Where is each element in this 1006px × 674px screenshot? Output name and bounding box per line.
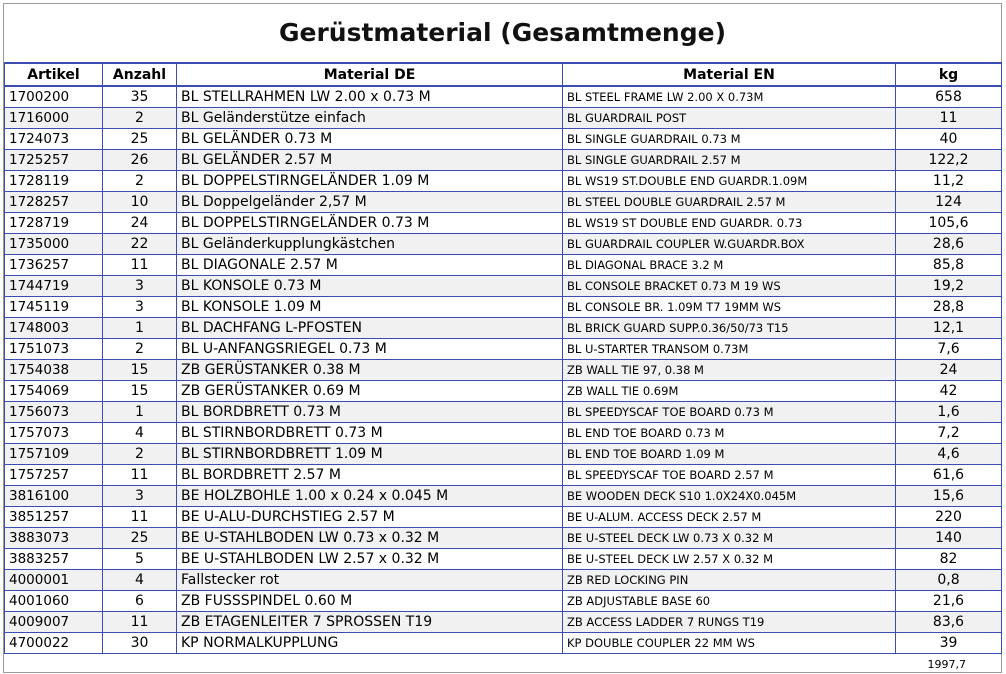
cell-kg: 220: [896, 507, 1002, 528]
material-table: [4, 62, 1002, 654]
cell-anzahl: 4: [103, 423, 177, 444]
cell-artikel: 4000001: [5, 570, 103, 591]
cell-artikel: 1728719: [5, 213, 103, 234]
cell-material-en: BE U-STEEL DECK LW 2.57 X 0.32 M: [563, 549, 896, 570]
cell-material-en: BL GUARDRAIL COUPLER W.GUARDR.BOX: [563, 234, 896, 255]
cell-anzahl: 5: [103, 549, 177, 570]
cell-material-en: BL END TOE BOARD 1.09 M: [563, 444, 896, 465]
cell-anzahl: 3: [103, 297, 177, 318]
cell-kg: 124: [896, 192, 1002, 213]
cell-material-de: BE U-STAHLBODEN LW 2.57 x 0.32 M: [177, 549, 563, 570]
cell-material-en: ZB WALL TIE 97, 0.38 M: [563, 360, 896, 381]
cell-material-en: BL WS19 ST.DOUBLE END GUARDR.1.09M: [563, 171, 896, 192]
cell-anzahl: 3: [103, 486, 177, 507]
cell-artikel: 1748003: [5, 318, 103, 339]
cell-kg: 105,6: [896, 213, 1002, 234]
cell-anzahl: 25: [103, 528, 177, 549]
cell-artikel: 4001060: [5, 591, 103, 612]
cell-material-en: BL BRICK GUARD SUPP.0.36/50/73 T15: [563, 318, 896, 339]
cell-anzahl: 30: [103, 633, 177, 654]
table-row: [5, 612, 1002, 633]
cell-artikel: 3851257: [5, 507, 103, 528]
cell-anzahl: 10: [103, 192, 177, 213]
cell-kg: 1,6: [896, 402, 1002, 423]
cell-material-de: BL STIRNBORDBRETT 0.73 M: [177, 423, 563, 444]
cell-material-en: BE U-STEEL DECK LW 0.73 X 0.32 M: [563, 528, 896, 549]
table-row: [5, 570, 1002, 591]
cell-material-de: BL BORDBRETT 0.73 M: [177, 402, 563, 423]
table-row: [5, 633, 1002, 654]
cell-material-en: BL GUARDRAIL POST: [563, 108, 896, 129]
table-row: [5, 423, 1002, 444]
table-row: [5, 129, 1002, 150]
cell-artikel: 1700200: [5, 86, 103, 108]
cell-artikel: 1736257: [5, 255, 103, 276]
cell-material-de: BL GELÄNDER 2.57 M: [177, 150, 563, 171]
table-row: [5, 276, 1002, 297]
cell-anzahl: 26: [103, 150, 177, 171]
cell-material-en: BL U-STARTER TRANSOM 0.73M: [563, 339, 896, 360]
cell-kg: 39: [896, 633, 1002, 654]
cell-material-de: BL DOPPELSTIRNGELÄNDER 0.73 M: [177, 213, 563, 234]
cell-kg: 85,8: [896, 255, 1002, 276]
cell-kg: 12,1: [896, 318, 1002, 339]
cell-kg: 122,2: [896, 150, 1002, 171]
cell-material-en: BL DIAGONAL BRACE 3.2 M: [563, 255, 896, 276]
cell-material-de: BL Geländerstütze einfach: [177, 108, 563, 129]
cell-material-de: BL U-ANFANGSRIEGEL 0.73 M: [177, 339, 563, 360]
cell-material-de: ZB FUSSSPINDEL 0.60 M: [177, 591, 563, 612]
cell-artikel: 1756073: [5, 402, 103, 423]
cell-material-en: ZB WALL TIE 0.69M: [563, 381, 896, 402]
cell-artikel: 1754038: [5, 360, 103, 381]
cell-kg: 40: [896, 129, 1002, 150]
table-row: [5, 381, 1002, 402]
cell-material-en: BE U-ALUM. ACCESS DECK 2.57 M: [563, 507, 896, 528]
cell-material-de: BE U-ALU-DURCHSTIEG 2.57 M: [177, 507, 563, 528]
cell-artikel: 1744719: [5, 276, 103, 297]
cell-material-en: BL SPEEDYSCAF TOE BOARD 2.57 M: [563, 465, 896, 486]
column-header-material-de: Material DE: [177, 63, 563, 86]
cell-material-de: BL Doppelgeländer 2,57 M: [177, 192, 563, 213]
cell-artikel: 3816100: [5, 486, 103, 507]
cell-material-de: BL DIAGONALE 2.57 M: [177, 255, 563, 276]
cell-anzahl: 11: [103, 255, 177, 276]
table-row: [5, 507, 1002, 528]
column-header-material-en: Material EN: [563, 63, 896, 86]
cell-anzahl: 11: [103, 465, 177, 486]
cell-material-en: BL SINGLE GUARDRAIL 0.73 M: [563, 129, 896, 150]
table-row: [5, 360, 1002, 381]
table-row: [5, 402, 1002, 423]
cell-material-de: ZB ETAGENLEITER 7 SPROSSEN T19: [177, 612, 563, 633]
table-row: [5, 108, 1002, 129]
total-weight: 1997,7: [927, 658, 966, 671]
cell-anzahl: 2: [103, 444, 177, 465]
cell-kg: 21,6: [896, 591, 1002, 612]
cell-kg: 83,6: [896, 612, 1002, 633]
cell-material-de: BL STELLRAHMEN LW 2.00 x 0.73 M: [177, 86, 563, 108]
cell-material-de: BL BORDBRETT 2.57 M: [177, 465, 563, 486]
cell-anzahl: 1: [103, 318, 177, 339]
cell-kg: 0,8: [896, 570, 1002, 591]
cell-material-de: KP NORMALKUPPLUNG: [177, 633, 563, 654]
cell-artikel: 1745119: [5, 297, 103, 318]
cell-kg: 82: [896, 549, 1002, 570]
cell-kg: 28,6: [896, 234, 1002, 255]
cell-kg: 42: [896, 381, 1002, 402]
table-row: [5, 86, 1002, 108]
table-row: [5, 192, 1002, 213]
cell-material-en: BL CONSOLE BRACKET 0.73 M 19 WS: [563, 276, 896, 297]
cell-kg: 61,6: [896, 465, 1002, 486]
table-row: [5, 150, 1002, 171]
cell-material-en: KP DOUBLE COUPLER 22 MM WS: [563, 633, 896, 654]
cell-artikel: 1725257: [5, 150, 103, 171]
cell-artikel: 4700022: [5, 633, 103, 654]
cell-material-de: BL DOPPELSTIRNGELÄNDER 1.09 M: [177, 171, 563, 192]
cell-anzahl: 22: [103, 234, 177, 255]
cell-kg: 24: [896, 360, 1002, 381]
cell-anzahl: 2: [103, 171, 177, 192]
cell-material-en: BL STEEL FRAME LW 2.00 X 0.73M: [563, 86, 896, 108]
cell-anzahl: 4: [103, 570, 177, 591]
cell-artikel: 4009007: [5, 612, 103, 633]
cell-material-en: BL SPEEDYSCAF TOE BOARD 0.73 M: [563, 402, 896, 423]
cell-material-de: BL STIRNBORDBRETT 1.09 M: [177, 444, 563, 465]
cell-material-en: BL STEEL DOUBLE GUARDRAIL 2.57 M: [563, 192, 896, 213]
cell-material-de: BL KONSOLE 1.09 M: [177, 297, 563, 318]
cell-material-en: BL CONSOLE BR. 1.09M T7 19MM WS: [563, 297, 896, 318]
cell-material-en: BL END TOE BOARD 0.73 M: [563, 423, 896, 444]
table-row: [5, 444, 1002, 465]
table-row: [5, 297, 1002, 318]
cell-artikel: 1757109: [5, 444, 103, 465]
cell-anzahl: 3: [103, 276, 177, 297]
cell-material-de: BL Geländerkupplungkästchen: [177, 234, 563, 255]
table-row: [5, 528, 1002, 549]
table-row: [5, 171, 1002, 192]
cell-kg: 11: [896, 108, 1002, 129]
cell-kg: 19,2: [896, 276, 1002, 297]
table-row: [5, 339, 1002, 360]
cell-kg: 7,6: [896, 339, 1002, 360]
table-row: [5, 465, 1002, 486]
cell-artikel: 1716000: [5, 108, 103, 129]
cell-material-de: ZB GERÜSTANKER 0.69 M: [177, 381, 563, 402]
cell-kg: 11,2: [896, 171, 1002, 192]
cell-material-de: BL KONSOLE 0.73 M: [177, 276, 563, 297]
cell-material-en: BE WOODEN DECK S10 1.0X24X0.045M: [563, 486, 896, 507]
cell-anzahl: 24: [103, 213, 177, 234]
cell-anzahl: 6: [103, 591, 177, 612]
table-row: [5, 486, 1002, 507]
cell-material-en: ZB ACCESS LADDER 7 RUNGS T19: [563, 612, 896, 633]
cell-kg: 658: [896, 86, 1002, 108]
cell-anzahl: 25: [103, 129, 177, 150]
table-row: [5, 549, 1002, 570]
cell-anzahl: 1: [103, 402, 177, 423]
cell-anzahl: 2: [103, 108, 177, 129]
cell-anzahl: 15: [103, 360, 177, 381]
cell-artikel: 1757073: [5, 423, 103, 444]
cell-material-en: ZB ADJUSTABLE BASE 60: [563, 591, 896, 612]
cell-kg: 28,8: [896, 297, 1002, 318]
cell-artikel: 1724073: [5, 129, 103, 150]
cell-material-de: BE U-STAHLBODEN LW 0.73 x 0.32 M: [177, 528, 563, 549]
cell-material-de: Fallstecker rot: [177, 570, 563, 591]
cell-artikel: 1754069: [5, 381, 103, 402]
column-header-artikel: Artikel: [5, 63, 103, 86]
cell-material-de: BL DACHFANG L-PFOSTEN: [177, 318, 563, 339]
table-row: [5, 255, 1002, 276]
cell-artikel: 1728119: [5, 171, 103, 192]
table-header-row: [5, 63, 1002, 86]
table-row: [5, 591, 1002, 612]
column-header-anzahl: Anzahl: [103, 63, 177, 86]
material-sheet: [3, 3, 1002, 673]
cell-artikel: 3883073: [5, 528, 103, 549]
cell-artikel: 1728257: [5, 192, 103, 213]
cell-anzahl: 35: [103, 86, 177, 108]
column-header-kg: kg: [896, 63, 1002, 86]
table-row: [5, 234, 1002, 255]
cell-kg: 7,2: [896, 423, 1002, 444]
cell-material-en: BL WS19 ST DOUBLE END GUARDR. 0.73: [563, 213, 896, 234]
sheet-title: Gerüstmaterial (Gesamtmenge): [278, 18, 727, 47]
cell-kg: 4,6: [896, 444, 1002, 465]
cell-kg: 140: [896, 528, 1002, 549]
cell-artikel: 1751073: [5, 339, 103, 360]
cell-material-de: BL GELÄNDER 0.73 M: [177, 129, 563, 150]
cell-kg: 15,6: [896, 486, 1002, 507]
cell-anzahl: 11: [103, 612, 177, 633]
cell-artikel: 1757257: [5, 465, 103, 486]
cell-material-en: BL SINGLE GUARDRAIL 2.57 M: [563, 150, 896, 171]
cell-material-en: ZB RED LOCKING PIN: [563, 570, 896, 591]
cell-material-de: BE HOLZBOHLE 1.00 x 0.24 x 0.045 M: [177, 486, 563, 507]
table-row: [5, 213, 1002, 234]
cell-artikel: 1735000: [5, 234, 103, 255]
cell-artikel: 3883257: [5, 549, 103, 570]
table-row: [5, 318, 1002, 339]
cell-anzahl: 15: [103, 381, 177, 402]
cell-anzahl: 11: [103, 507, 177, 528]
cell-material-de: ZB GERÜSTANKER 0.38 M: [177, 360, 563, 381]
cell-anzahl: 2: [103, 339, 177, 360]
